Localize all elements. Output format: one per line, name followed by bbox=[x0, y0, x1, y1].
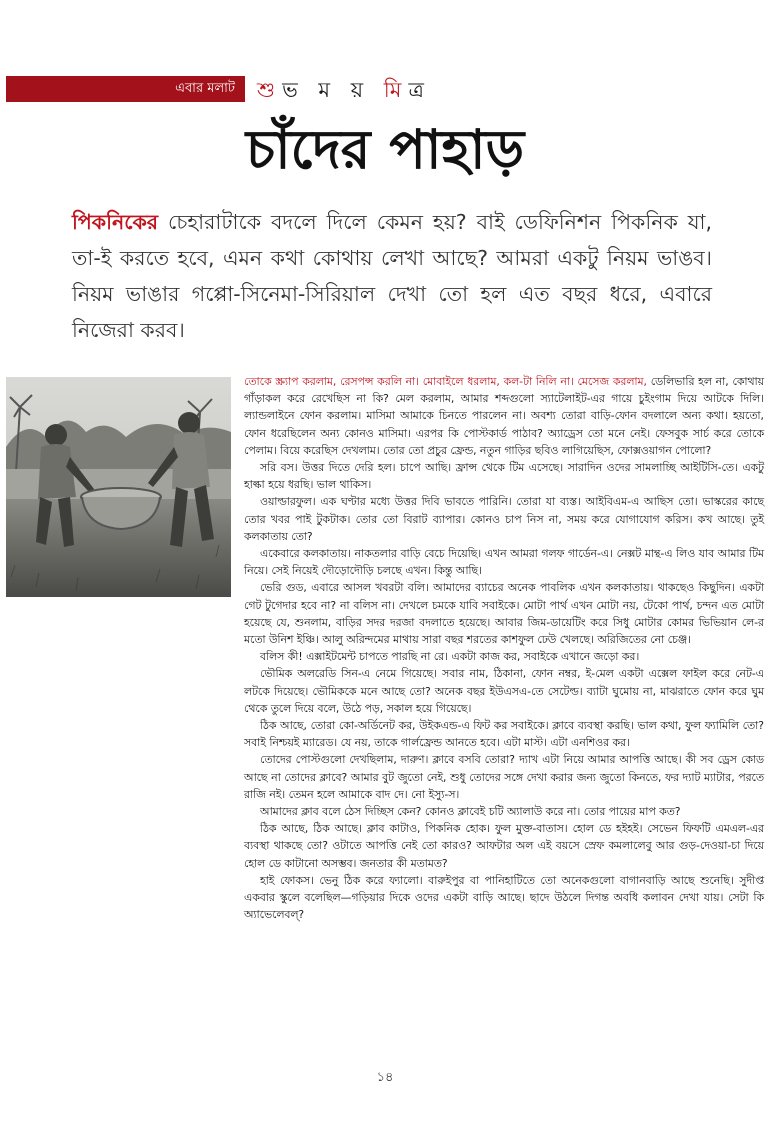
boys-carrying-bucket-image bbox=[6, 377, 231, 597]
author-part: ত্র bbox=[408, 78, 431, 102]
body-paragraph: হাই ফোকস। ভেনু ঠিক করে ফ্যালো। বারুইপুর বা পানিহাটিতে তো অনেকগুলো বাগানবাড়ি আছে শুনেছি। সুদীপ্ত একবার স্কুলে বলেছিল—গড়িয়ার দিকে ওদের একটা বাড়ি আছে। ছাদে উঠলে দিগন্ত অবধি কলাবন দেখা যায়। সেটা কি অ্যাভেলেবল্? bbox=[244, 873, 764, 922]
article-title: চাঁদের পাহাড় bbox=[245, 118, 525, 181]
author-part: ভ ম য় bbox=[282, 78, 371, 102]
section-label-bar bbox=[6, 76, 245, 102]
article-intro bbox=[72, 204, 712, 348]
page-number: ১৪ bbox=[376, 1070, 394, 1085]
intro-text: চেহারাটাকে বদলে দিলে কেমন হয়? বাই ডেফিনিশন পিকনিক যা, তা-ই করতে হবে, এমন কথা কোথায় লেখা আছে? আমরা একটু নিয়ম ভাঙব। নিয়ম ভাঙার গপ্পো-সিনেমা-সিরিয়াল দেখা তো হল এত বছর ধরে, এবারে নিজেরা করব। bbox=[72, 210, 712, 342]
body-paragraph: সরি বস। উত্তর দিতে দেরি হল। চাপে আছি। ফ্রান্স থেকে টিম এসেছে। সারাদিন ওদের সামলাচ্ছি আইটিসি-তে। একটু হাল্কা হয়ে ধরছি। ভাল থাকিস। bbox=[244, 461, 764, 492]
author-part: মি bbox=[370, 78, 409, 102]
body-paragraph: আমাদের ক্লাব বলে ঠেস দিচ্ছিস কেন? কোনও ক্লাবেই চটি অ্যালাউ করে না। তোর পায়ের মাপ কত? bbox=[260, 805, 681, 819]
section-label: এবার মলাট bbox=[175, 80, 235, 96]
body-paragraph: তোদের পোস্টগুলো দেখছিলাম, দারুণ। ক্লাবে বসবি তোরা? দ্যাখ এটা নিয়ে আমার আপত্তি আছে। কী সব ড্রেস কোড আছে না তোদের ক্লাবে? আমার বুট জুতো নেই, শুধু তোদের সঙ্গে দেখা করার জন্য জুতো কিনতে, ফর দ্যাট ম্যাটার, পরতে রাজি নই। তেমন হলে আমাকে বাদ দে। নো ইস্যু-স। bbox=[244, 753, 764, 801]
body-paragraph: ভৌমিক অলরেডি সিন-এ নেমে গিয়েছে। সবার নাম, ঠিকানা, ফোন নম্বর, ই-মেল একটা এক্সেল ফাইল করে নেট-এ লটকে দিয়েছে। ভৌমিককে মনে আছে তো? অনেক বছর ইউএসএ-তে সেটেল্ড। ব্যাটা ঘুমোয় না, মাঝরাতে ফোন করে ঘুম থেকে তুলে দিয়ে বলে, উঠে পড়, সকাল হয়ে গিয়েছে। bbox=[244, 667, 764, 715]
body-paragraph bbox=[244, 373, 764, 459]
article-body bbox=[244, 373, 764, 924]
opening-text: ডেলিভারি হল না, কোথায় গাঁড়াকল করে রেখেছিস না কি? মেল করলাম, আমার শব্দগুলো স্যাটেলাইট-এর গায়ে চুইংগাম দিয়ে আটকে দিলি। ল্যান্ডলাইনে ফোন করলাম। মাসিমা আমাকে চিনতে পারলেন না। অবশ্য তোরা বাড়ি-ফোন বদলালে অন্য কথা। হয়তো, ফোন ধরেছিলেন অন্য কোনও মাসিমা। এরপর কি পোস্টকার্ড পাঠাব? অ্যাড্রেস তো মনে নেই। ফেসবুক সার্চ করে তোকে পেলাম। বিয়ে করেছিস দেখলাম। তোর তো প্রচুর ফ্রেন্ড, নতুন গাড়ির ছবিও লাগিয়েছিস, ফোক্সওয়াগন পোলো? bbox=[244, 375, 765, 457]
intro-lead-word: পিকনিকের bbox=[72, 210, 159, 234]
body-paragraph: ভেরি গুড, এবারে আসল খবরটা বলি। আমাদের ব্যাচের অনেক পাবলিক এখন কলকাতায়। থাকছেও কিছুদিন। একটা গেট টুগেদার হবে না? না বলিস না। দেখলে চমকে যাবি সবাইকে। মোটা পার্থ এখন মোটা নয়, টেকো পার্থ, চন্দন এত মোটা হয়েছে যে, শুনলাম, বাড়ির সদর দরজা বদলাতে হয়েছে। আবার জিম-ডায়েটিং করে সিধু মোটার কোমর ভিভিয়ান লে-র মতো উনিশ ইঞ্চি। আলু অরিন্দমের মাথায় সারা বছর শরতের কাশফুল ঢেউ খেলছে। অরিজিতের নো চেঞ্জ। bbox=[244, 581, 764, 647]
body-paragraph: ঠিক আছে, তোরা কো-অর্ডিনেট কর, উইকএন্ড-এ ফিট কর সবাইকে। ক্লাবে ব্যবস্থা করছি। ভাল কথা, ফুল ফ্যামিলি তো? সবাই নিশ্চয়ই ম্যারেড। যে নয়, তাকে গার্লফ্রেন্ড আনতে হবে। এটা মাস্ট। এটা এনশিওর কর। bbox=[244, 719, 764, 750]
body-paragraph: ঠিক আছে, ঠিক আছে। ক্লাব কাটাও, পিকনিক হোক। ফুল মুক্ত-বাতাস। হোল ডে হইহই। সেভেন ফিফটি এমএল-এর ব্যবস্থা থাকছে তো? ওটাতে আপত্তি নেই তো কারও? আফটার অল এই বয়সে স্রেফ কমলালেবু আর গুড়-দেওয়া-চা দিয়ে হোল ডে কাটানো অসম্ভব। জনতার কী মতামত? bbox=[244, 822, 764, 870]
author-part: শু bbox=[257, 78, 283, 102]
body-paragraph: একেবারে কলকাতায়। নাকতলার বাড়ি বেচে দিয়েছি। এখন আমরা গলফ গার্ডেন-এ। নেক্সট মান্থ-এ লিও যাব আমার টিম নিয়ে। সেই নিয়েই দৌড়োদৌড়ি চলছে এখন। কিন্তু আছি। bbox=[244, 547, 764, 578]
body-paragraph: বলিস কী! এক্সাইটমেন্ট চাপতে পারছি না রে। একটা কাজ কর, সবাইকে এখানে জড়ো কর। bbox=[260, 650, 640, 664]
author-byline bbox=[257, 74, 431, 109]
article-photo bbox=[6, 377, 231, 597]
body-paragraph: ওয়াল্ডারফুল। এক ঘণ্টার মধ্যে উত্তর দিবি ভাবতে পারিনি। তোরা যা ব্যস্ত। আইবিএম-এ আছিস তো। ভাস্করের কাছে তোর খবর পাই টুকটাক। তোর তো বিরাট ব্যাপার। কোনও চাপ নিস না, সময় করে যোগাযোগ করিস। কখ আছে। তুই কলকাতায় তো? bbox=[244, 495, 764, 543]
opening-red-text: তোকে স্ক্র্যাপ করলাম, রেসপন্স করলি না। মোবাইলে ধরলাম, কল-টা নিলি না। মেসেজ করলাম, bbox=[244, 375, 647, 388]
